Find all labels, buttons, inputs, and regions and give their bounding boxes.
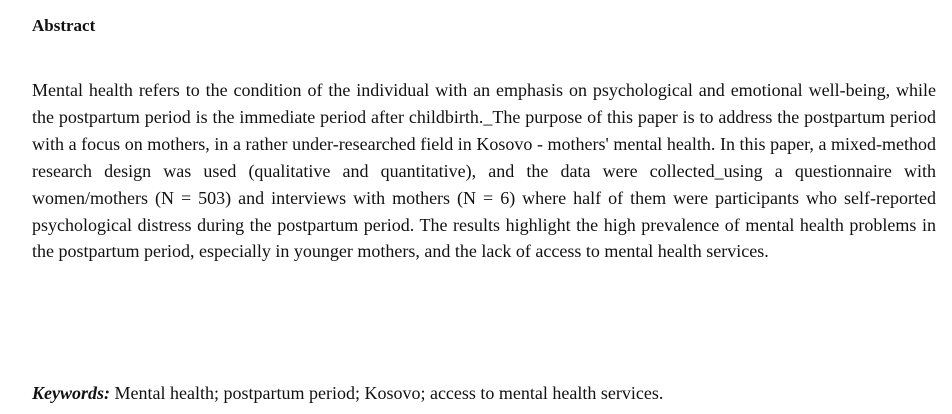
abstract-body: Mental health refers to the condition of the individual with an emphasis on psychological and emotional well-being, while the postpartum period is the immediate period after childbirth._The purpose of this paper is to address the postpartum period with a focus on mothers, in a rather under-researched field in Kosovo - mothers' mental health. In this paper, a mixed-method research design was used (qualitative and quantitative), and the data were collected_using a questionnaire with women/mothers (N = 503) and interviews with mothers (N = 6) where half of them were participants who self-reported psychological distress during the postpartum period. The results highlight the high prevalence of mental health problems in the postpartum period, especially in younger mothers, and the lack of access to mental health services. (32, 80, 936, 262)
keywords-label: Keywords: (32, 383, 110, 403)
keywords-text: Mental health; postpartum period; Kosovo; access to mental health services. (110, 383, 664, 403)
abstract-heading: Abstract (32, 16, 96, 35)
keywords-line (32, 380, 663, 406)
